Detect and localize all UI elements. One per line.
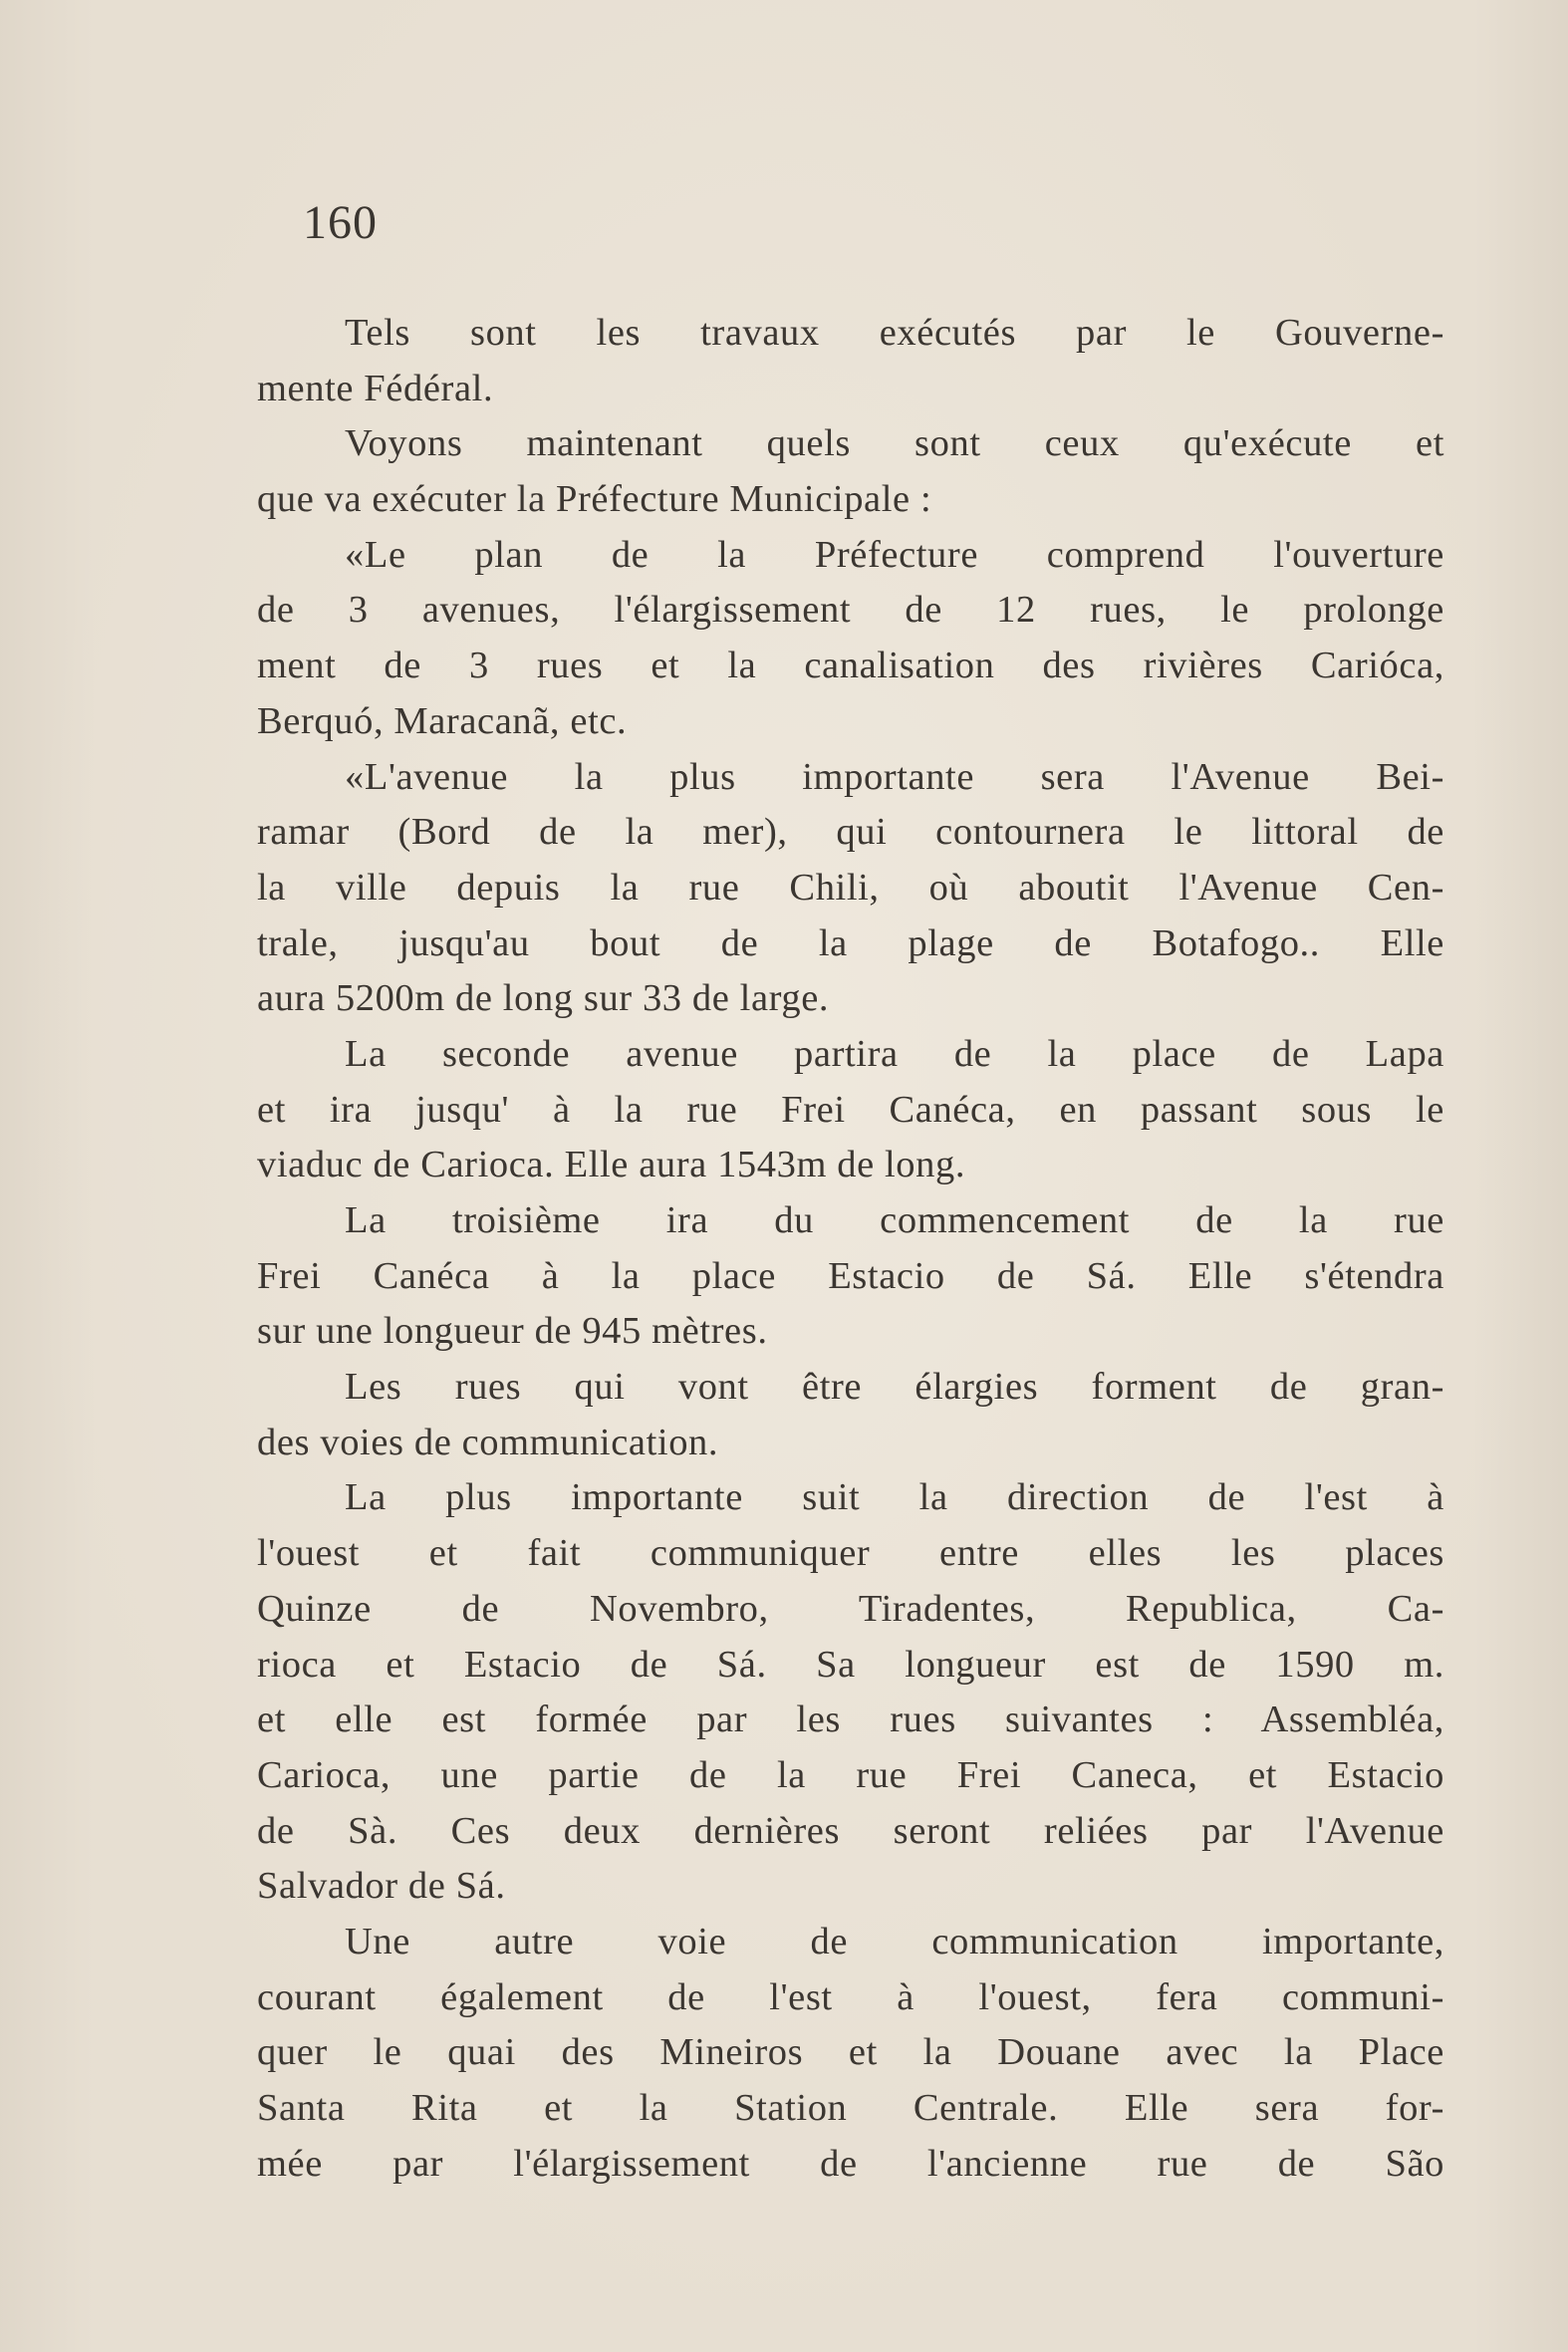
text-line: La seconde avenue partira de la place de Lapa: [345, 1032, 1444, 1075]
text-line: viaduc de Carioca. Elle aura 1543m de long.: [257, 1144, 966, 1186]
text-line: de 3 avenues, l'élargissement de 12 rues, le prolonge: [257, 589, 1444, 632]
text-line: La plus importante suit la direction de l'est à: [345, 1476, 1444, 1519]
text-line: Les rues qui vont être élargies forment de gran-: [345, 1366, 1444, 1409]
text-line: ment de 3 rues et la canalisation des rivières Carióca,: [257, 645, 1444, 687]
text-line: «L'avenue la plus importante sera l'Avenue Bei-: [345, 755, 1444, 798]
text-line: que va exécuter la Préfecture Municipale :: [257, 478, 932, 521]
text-line: Une autre voie de communication importante,: [345, 1920, 1444, 1962]
text-line: rioca et Estacio de Sá. Sa longueur est de 1590 m.: [257, 1643, 1444, 1686]
text-line: Berquó, Maracanã, etc.: [257, 699, 628, 742]
text-line: aura 5200m de long sur 33 de large.: [257, 977, 830, 1020]
text-line: et ira jusqu' à la rue Frei Canéca, en passant sous le: [257, 1088, 1444, 1131]
text-line: Voyons maintenant quels sont ceux qu'exécute et: [345, 422, 1444, 465]
text-line: quer le quai des Mineiros et la Douane avec la Place: [257, 2031, 1444, 2074]
text-line: sur une longueur de 945 mètres.: [257, 1310, 768, 1353]
text-line: Santa Rita et la Station Centrale. Elle sera for-: [257, 2087, 1444, 2129]
text-line: Quinze de Novembro, Tiradentes, Republica, Ca-: [257, 1587, 1444, 1630]
text-line: mente Fédéral.: [257, 367, 494, 409]
text-line: Carioca, une partie de la rue Frei Caneca, et Estacio: [257, 1753, 1444, 1796]
text-line: courant également de l'est à l'ouest, fera communi-: [257, 1975, 1444, 2018]
text-line: l'ouest et fait communiquer entre elles les places: [257, 1532, 1444, 1575]
page-number: 160: [303, 196, 378, 249]
text-line: La troisième ira du commencement de la rue: [345, 1199, 1444, 1241]
text-line: de Sà. Ces deux dernières seront reliées par l'Avenue: [257, 1809, 1444, 1852]
text-line: la ville depuis la rue Chili, où aboutit l'Avenue Cen-: [257, 866, 1444, 909]
body-text: [257, 306, 1444, 2192]
text-line: Tels sont les travaux exécutés par le Gouverne-: [345, 312, 1444, 354]
text-line: des voies de communication.: [257, 1421, 719, 1463]
text-line: «Le plan de la Préfecture comprend l'ouverture: [345, 533, 1444, 576]
text-line: Salvador de Sá.: [257, 1865, 506, 1908]
text-line: mée par l'élargissement de l'ancienne rue de São: [257, 2142, 1444, 2185]
text-line: et elle est formée par les rues suivantes : Assembléa,: [257, 1699, 1444, 1741]
text-line: Frei Canéca à la place Estacio de Sá. Elle s'étendra: [257, 1254, 1444, 1297]
text-line: ramar (Bord de la mer), qui contournera le littoral de: [257, 811, 1444, 854]
text-line: trale, jusqu'au bout de la plage de Botafogo.. Elle: [257, 921, 1444, 964]
